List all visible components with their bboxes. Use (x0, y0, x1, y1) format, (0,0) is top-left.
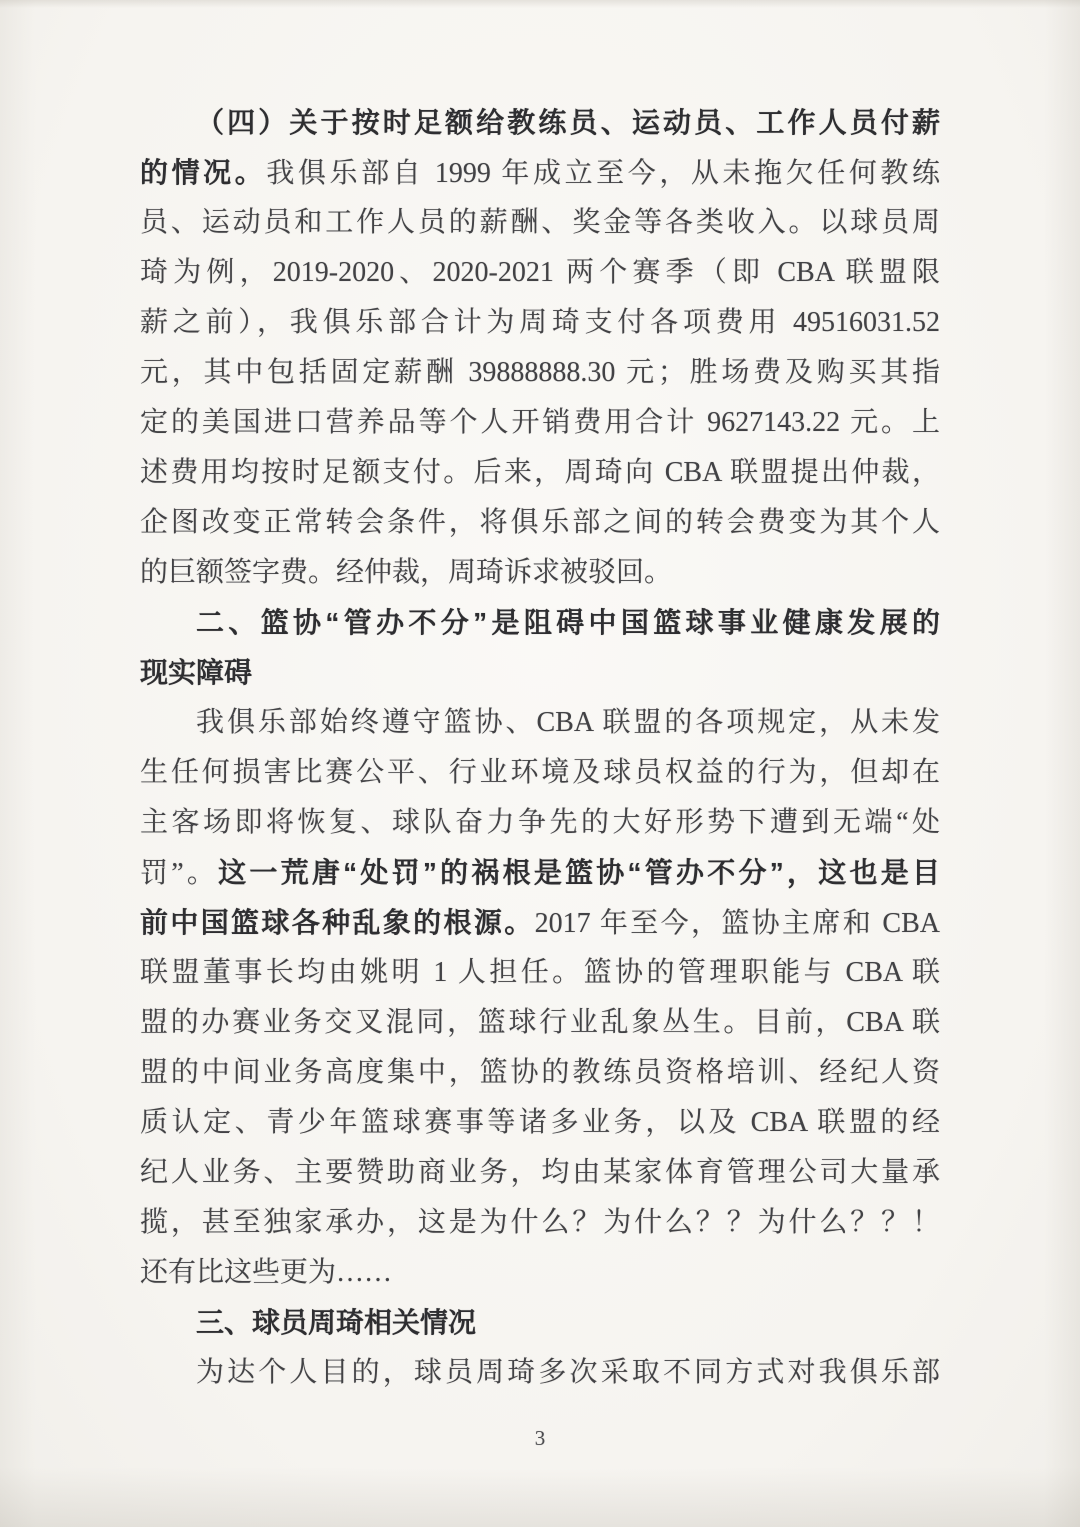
text-line (140, 1148, 940, 1198)
text-line (140, 648, 940, 698)
text-line (140, 1248, 940, 1298)
page-number: 3 (534, 1426, 546, 1450)
text-line (140, 498, 940, 548)
text-line (140, 1298, 940, 1348)
body-text: 揽，甚至独家承办，这是为什么？为什么？？为什么？？！ (140, 1207, 940, 1238)
text-line (140, 698, 940, 748)
body-text: 盟的办赛业务交叉混同，篮球行业乱象丛生。目前，CBA 联 (140, 1007, 940, 1038)
body-text: 定的美国进口营养品等个人开销费用合计 9627143.22 元。上 (140, 407, 940, 438)
text-line (140, 1048, 940, 1098)
heading-section-2: 二、篮协“管办不分”是阻碍中国篮球事业健康发展的 (196, 607, 940, 638)
emphasis-text: 这一荒唐“处罚”的祸根是篮协“管办不分”，这也是目 (218, 857, 940, 888)
text-line (140, 748, 940, 798)
text-line (140, 598, 940, 648)
text-line (140, 548, 940, 598)
body-text: 我俱乐部自 1999 年成立至今，从未拖欠任何教练 (266, 158, 940, 189)
body-text: 盟的中间业务高度集中，篮协的教练员资格培训、经纪人资 (140, 1057, 940, 1088)
text-line (140, 898, 940, 948)
text-line (140, 448, 940, 498)
text-line (140, 398, 940, 448)
text-line (140, 1348, 940, 1398)
emphasis-text-cont: 前中国篮球各种乱象的根源。 (140, 907, 535, 938)
body-text: 联盟董事长均由姚明 1 人担任。篮协的管理职能与 CBA 联 (140, 957, 940, 988)
body-text: 还有比这些更为…… (140, 1257, 393, 1288)
body-text: 琦为例，2019-2020、2020-2021 两个赛季（即 CBA 联盟限 (140, 257, 940, 288)
text-line (140, 98, 940, 148)
text-line (140, 1198, 940, 1248)
body-text: 元，其中包括固定薪酬 39888888.30 元；胜场费及购买其指 (140, 357, 940, 388)
body-text: 罚”。 (140, 858, 219, 889)
heading-section-4: （四）关于按时足额给教练员、运动员、工作人员付薪 (196, 107, 940, 138)
body-text: 的巨额签字费。经仲裁，周琦诉求被驳回。 (140, 557, 673, 588)
body-text: 薪之前），我俱乐部合计为周琦支付各项费用 49516031.52 (140, 307, 940, 338)
text-line (140, 848, 940, 898)
text-line (140, 248, 940, 298)
body-text: 企图改变正常转会条件，将俱乐部之间的转会费变为其个人 (140, 507, 940, 538)
body-text: 纪人业务、主要赞助商业务，均由某家体育管理公司大量承 (140, 1157, 940, 1188)
text-line (140, 798, 940, 848)
text-line (140, 298, 940, 348)
text-line (140, 148, 940, 198)
heading-section-3: 三、球员周琦相关情况 (196, 1307, 477, 1338)
text-line (140, 998, 940, 1048)
body-text: 我俱乐部始终遵守篮协、CBA 联盟的各项规定，从未发 (196, 707, 940, 738)
body-text: 2017 年至今，篮协主席和 CBA (534, 908, 940, 939)
body-text: 质认定、青少年篮球赛事等诸多业务，以及 CBA 联盟的经 (140, 1107, 940, 1138)
body-text: 述费用均按时足额支付。后来，周琦向 CBA 联盟提出仲裁， (140, 457, 940, 488)
body-text: 为达个人目的，球员周琦多次采取不同方式对我俱乐部 (196, 1357, 940, 1388)
text-line (140, 198, 940, 248)
body-text: 主客场即将恢复、球队奋力争先的大好形势下遭到无端“处 (140, 807, 940, 838)
text-line (140, 948, 940, 998)
text-line (140, 348, 940, 398)
body-text: 生任何损害比赛公平、行业环境及球员权益的行为，但却在 (140, 757, 940, 788)
heading-section-2-cont: 现实障碍 (140, 657, 253, 688)
text-line (140, 1098, 940, 1148)
heading-section-4-cont: 的情况。 (140, 157, 267, 188)
body-text: 员、运动员和工作人员的薪酬、奖金等各类收入。以球员周 (140, 207, 940, 238)
